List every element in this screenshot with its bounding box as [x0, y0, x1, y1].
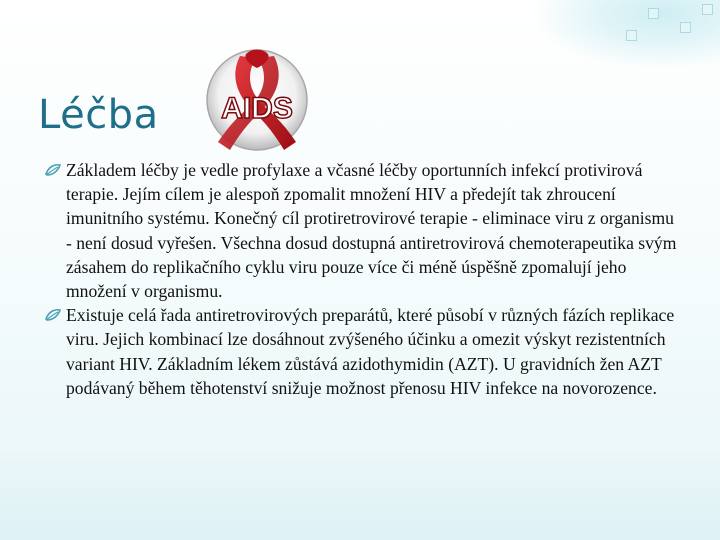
leaf-bullet-icon [44, 307, 62, 323]
bullet-text: Existuje celá řada antiretrovirových preparátů, které působí v různých fázích replikace viru. Jejich kombinací lze dosáhnout zvýšeného účinku a omezit výskyt rezistentních variant HIV. Základním lékem zůstává azidothymidin (AZT). U gravidních žen AZT podávaný během těhotenství snižuje možnost přenosu HIV infekce na novorozence. [66, 305, 675, 398]
leaf-bullet-icon [44, 162, 62, 178]
bullet-text: Základem léčby je vedle profylaxe a včasné léčby oportunních infekcí protivirová terapie. Jejím cílem je alespoň zpomalit množení HIV a předejít tak zhroucení imunitního systému. Konečný cíl protiretrovirové terapie - eliminace viru z organismu - není dosud vyřešen. Všechna dosud dostupná antiretrovirová chemoterapeutika svým zásahem do replikačního cyklu viru pouze více či méně úspěšně zpomalují jeho množení v organismu. [66, 160, 677, 302]
bullet-item [44, 303, 680, 400]
bullet-item [44, 158, 680, 303]
slide-content [44, 158, 680, 400]
aids-ribbon-logo-icon [200, 46, 315, 154]
bottom-decoration [0, 450, 720, 540]
logo-text: AIDS [221, 92, 293, 125]
slide-title: Léčba [38, 92, 159, 138]
corner-decoration [530, 0, 720, 70]
